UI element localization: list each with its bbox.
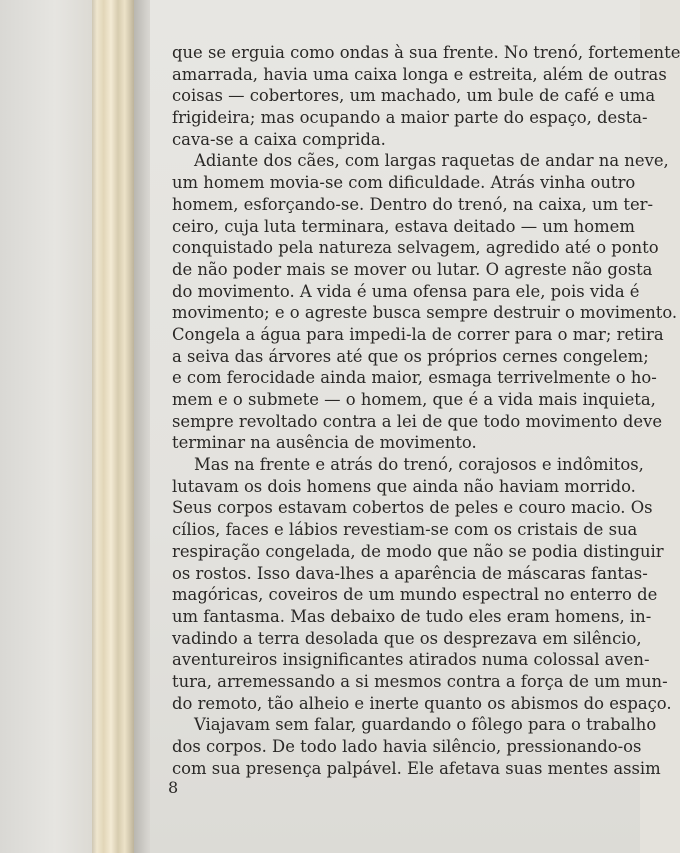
text-line: do movimento. A vida é uma ofensa para ele, pois vida é — [172, 281, 640, 301]
text-line: do remoto, tão alheio e inerte quanto os abismos do espaço. — [172, 693, 672, 713]
text-line: com sua presença palpável. Ele afetava suas mentes assim — [172, 758, 661, 778]
page-number: 8 — [168, 778, 179, 797]
text-line: que se erguia como ondas à sua frente. No trenó, fortemente — [172, 43, 680, 62]
text-line: respiração congelada, de modo que não se podia distinguir — [172, 541, 664, 561]
book-spine — [92, 0, 134, 853]
text-line: magóricas, coveiros de um mundo espectral no enterro de — [172, 585, 658, 605]
page-text — [172, 42, 680, 779]
text-line: ceiro, cuja luta terminara, estava deitado — um homem — [172, 216, 635, 236]
text-line: mem e o submete — o homem, que é a vida mais inquieta, — [172, 390, 656, 409]
text-line: um fantasma. Mas debaixo de tudo eles eram homens, in- — [172, 606, 652, 626]
text-line: os rostos. Isso dava-lhes a aparência de máscaras fantas- — [172, 563, 648, 583]
text-line: terminar na ausência de movimento. — [172, 433, 477, 453]
text-line: vadindo a terra desolada que os desprezava em silêncio, — [172, 628, 642, 648]
text-line: Seus corpos estavam cobertos de peles e couro macio. Os — [172, 498, 653, 518]
text-line: homem, esforçando-se. Dentro do trenó, na caixa, um ter- — [172, 194, 654, 214]
text-line: movimento; e o agreste busca sempre destruir o movimento. — [172, 303, 678, 323]
left-page-edge — [0, 0, 92, 853]
text-line: e com ferocidade ainda maior, esmaga terrivelmente o ho- — [172, 368, 657, 388]
text-line: tura, arremessando a si mesmos contra a força de um mun- — [172, 671, 668, 691]
text-line: conquistado pela natureza selvagem, agredido até o ponto — [172, 238, 659, 258]
text-line: Mas na frente e atrás do trenó, corajosos e indômitos, — [194, 455, 644, 475]
text-line: frigideira; mas ocupando a maior parte do espaço, desta- — [172, 108, 648, 128]
text-line: de não poder mais se mover ou lutar. O agreste não gosta — [172, 259, 653, 279]
text-line: Congela a água para impedi-la de correr para o mar; retira — [172, 324, 664, 344]
text-line: coisas — cobertores, um machado, um bule de café e uma — [172, 86, 656, 106]
text-line: Adiante dos cães, com largas raquetas de andar na neve, — [194, 151, 669, 171]
text-line: dos corpos. De todo lado havia silêncio, pressionando-os — [172, 737, 642, 756]
text-line: cava-se a caixa comprida. — [172, 129, 386, 149]
text-line: aventureiros insignificantes atirados numa colossal aven- — [172, 650, 650, 670]
text-line: sempre revoltado contra a lei de que todo movimento deve — [172, 411, 663, 431]
text-line: lutavam os dois homens que ainda não haviam morrido. — [172, 476, 636, 496]
text-line: amarrada, havia uma caixa longa e estreita, além de outras — [172, 64, 667, 84]
text-line: a seiva das árvores até que os próprios cernes congelem; — [172, 346, 649, 366]
text-line: cílios, faces e lábios revestiam-se com os cristais de sua — [172, 520, 638, 540]
text-line: Viajavam sem falar, guardando o fôlego para o trabalho — [194, 715, 657, 735]
text-line: um homem movia-se com dificuldade. Atrás vinha outro — [172, 173, 636, 193]
